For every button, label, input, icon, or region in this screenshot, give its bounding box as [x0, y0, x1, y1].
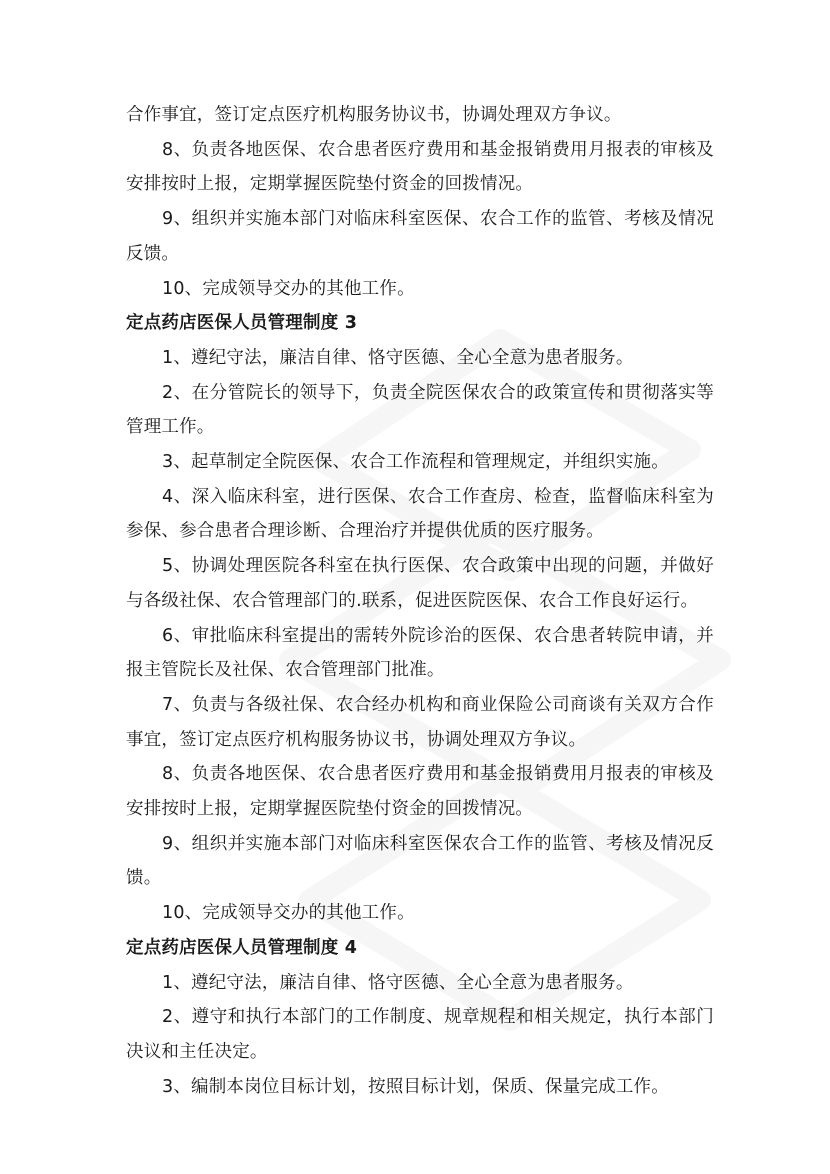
paragraph: 1、遵纪守法，廉洁自律、恪守医德、全心全意为患者服务。 [162, 972, 634, 993]
section-heading: 定点药店医保人员管理制度 3 [126, 313, 358, 334]
document-body [126, 98, 714, 1104]
paragraph: 合作事宜，签订定点医疗机构服务协议书，协调处理双方争议。 [126, 105, 622, 125]
paragraph: 4、深入临床科室，进行医保、农合工作查房、检查，监督临床科室为参保、参合患者合理诊断、合理治疗并提供优质的医疗服务。 [126, 486, 714, 542]
paragraph: 3、起草制定全院医保、农合工作流程和管理规定，并组织实施。 [162, 452, 669, 473]
paragraph: 5、协调处理医院各科室在执行医保、农合政策中出现的问题，并做好与各级社保、农合管理部门的.联系，促进医院医保、农合工作良好运行。 [126, 556, 714, 611]
paragraph: 8、负责各地医保、农合患者医疗费用和基金报销费用月报表的审核及安排按时上报，定期掌握医院垫付资金的回拨情况。 [126, 139, 714, 195]
paragraph: 2、在分管院长的领导下，负责全院医保农合的政策宣传和贯彻落实等管理工作。 [126, 382, 714, 438]
paragraph: 10、完成领导交办的其他工作。 [162, 278, 415, 299]
paragraph: 6、审批临床科室提出的需转外院诊治的医保、农合患者转院申请，并报主管院长及社保、农合管理部门批准。 [126, 625, 714, 681]
paragraph: 9、组织并实施本部门对临床科室医保农合工作的监管、考核及情况反馈。 [126, 833, 714, 889]
paragraph: 8、负责各地医保、农合患者医疗费用和基金报销费用月报表的审核及安排按时上报，定期掌握医院垫付资金的回拨情况。 [126, 764, 714, 820]
paragraph: 7、负责与各级社保、农合经办机构和商业保险公司商谈有关双方合作事宜，签订定点医疗机构服务协议书，协调处理双方争议。 [126, 694, 714, 750]
paragraph: 10、完成领导交办的其他工作。 [162, 903, 415, 924]
paragraph: 1、遵纪守法，廉洁自律、恪守医德、全心全意为患者服务。 [162, 347, 634, 368]
section-heading: 定点药店医保人员管理制度 4 [126, 937, 358, 958]
paragraph: 2、遵守和执行本部门的工作制度、规章规程和相关规定，执行本部门决议和主任决定。 [126, 1007, 714, 1062]
paragraph: 9、组织并实施本部门对临床科室医保、农合工作的监管、考核及情况反馈。 [126, 209, 714, 264]
paragraph: 3、编制本岗位目标计划，按照目标计划，保质、保量完成工作。 [162, 1076, 669, 1097]
